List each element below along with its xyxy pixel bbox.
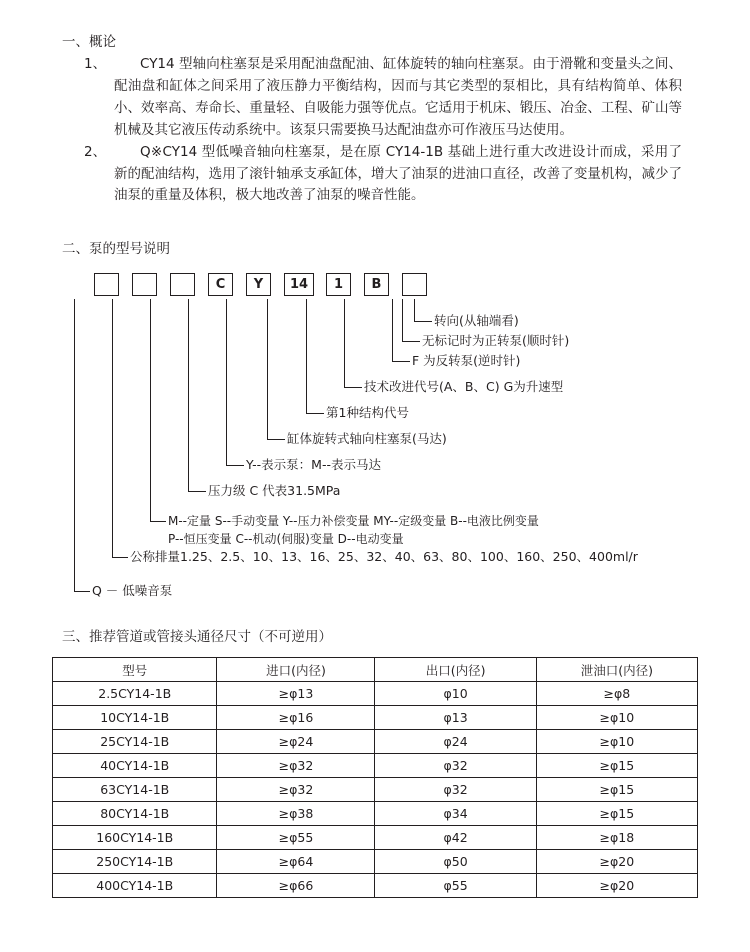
label-variable-line-2: P--恒压变量 C--机动(伺服)变量 D--电动变量 <box>168 532 404 547</box>
cell-outlet: φ42 <box>375 826 536 850</box>
list-item-index: 2、 <box>84 143 107 160</box>
leader-line <box>226 465 244 466</box>
cell-inlet: ≥φ32 <box>217 778 375 802</box>
list-item-index: 1、 <box>84 56 107 73</box>
table-row <box>53 850 698 874</box>
table-row <box>53 778 698 802</box>
list-item-text: CY14 型轴向柱塞泵是采用配油盘配油、缸体旋转的轴向柱塞泵。由于滑靴和变量头之间、配油盘和缸体之间采用了液压静力平衡结构，因而与其它类型的泵相比，具有结构简单、体积小、效率高、寿命长、重量轻、自吸能力强等优点。它适用于机床、锻压、冶金、工程、矿山等机械及其它液压传动系统中。该泵只需要换马达配油盘亦可作液压马达使用。 <box>114 56 682 138</box>
model-code-boxes <box>94 273 722 299</box>
cell-model: 2.5CY14-1B <box>53 682 217 706</box>
table-row <box>53 706 698 730</box>
cell-outlet: φ32 <box>375 754 536 778</box>
label-tech-revision: 技术改进代号(A、B、C) G为升速型 <box>364 379 564 395</box>
label-displacement: 公称排量1.25、2.5、10、13、16、25、32、40、63、80、100、160、250、400ml/r <box>130 549 638 565</box>
code-box-1 <box>94 273 119 296</box>
column-header-inlet: 进口(内径) <box>217 658 375 682</box>
column-header-model: 型号 <box>53 658 217 682</box>
cell-drain: ≥φ15 <box>536 778 697 802</box>
table-row <box>53 682 698 706</box>
code-box-3 <box>170 273 195 296</box>
cell-outlet: φ55 <box>375 874 536 898</box>
cell-model: 160CY14-1B <box>53 826 217 850</box>
leader-line <box>112 557 128 558</box>
code-box-6: 14 <box>284 273 314 296</box>
label-type-description: 缸体旋转式轴向柱塞泵(马达) <box>287 431 447 447</box>
label-variable-line-1: M--定量 S--手动变量 Y--压力补偿变量 MY--定级变量 B--电液比例变量 <box>168 514 539 529</box>
leader-line <box>267 299 268 439</box>
cell-outlet: φ34 <box>375 802 536 826</box>
label-structure-code: 第1种结构代号 <box>326 405 409 421</box>
table-row <box>53 730 698 754</box>
leader-line <box>267 439 285 440</box>
leader-line <box>414 321 432 322</box>
cell-model: 10CY14-1B <box>53 706 217 730</box>
cell-inlet: ≥φ24 <box>217 730 375 754</box>
leader-line <box>188 491 206 492</box>
cell-inlet: ≥φ32 <box>217 754 375 778</box>
table-row <box>53 874 698 898</box>
leader-line <box>402 341 420 342</box>
label-rotation-reverse: F 为反转泵(逆时针) <box>412 353 521 369</box>
leader-line <box>226 299 227 465</box>
code-box-9 <box>402 273 427 296</box>
label-rotation-default: 无标记时为正转泵(顺时针) <box>422 333 570 349</box>
leader-line <box>188 299 189 491</box>
section-pipe-sizes <box>62 627 702 647</box>
leader-line <box>74 591 90 592</box>
list-item-text: Q※CY14 型低噪音轴向柱塞泵，是在原 CY14-1B 基础上进行重大改进设计而成，采用了新的配油结构，选用了滚针轴承支承缸体，增大了油泵的进油口直径，改善了变量机构，减少了油泵的重量及体积，极大地改善了油泵的噪音性能。 <box>114 143 682 204</box>
code-box-8: B <box>364 273 389 296</box>
pipe-size-table <box>52 657 698 898</box>
list-item <box>62 54 682 141</box>
leader-line <box>150 521 166 522</box>
leader-line <box>414 299 415 321</box>
leader-line <box>306 299 307 413</box>
code-box-5: Y <box>246 273 271 296</box>
table-row <box>53 826 698 850</box>
cell-model: 250CY14-1B <box>53 850 217 874</box>
column-header-outlet: 出口(内径) <box>375 658 536 682</box>
cell-drain: ≥φ18 <box>536 826 697 850</box>
cell-inlet: ≥φ16 <box>217 706 375 730</box>
cell-inlet: ≥φ55 <box>217 826 375 850</box>
model-code-diagram <box>62 299 722 599</box>
cell-drain: ≥φ15 <box>536 754 697 778</box>
cell-outlet: φ50 <box>375 850 536 874</box>
table-row <box>53 754 698 778</box>
example-block <box>62 525 702 529</box>
section-model-code <box>62 239 722 599</box>
cell-inlet: ≥φ66 <box>217 874 375 898</box>
cell-inlet: ≥φ13 <box>217 682 375 706</box>
cell-outlet: φ24 <box>375 730 536 754</box>
list-item <box>62 142 682 208</box>
cell-outlet: φ32 <box>375 778 536 802</box>
cell-drain: ≥φ15 <box>536 802 697 826</box>
leader-line <box>150 299 151 521</box>
cell-model: 80CY14-1B <box>53 802 217 826</box>
cell-drain: ≥φ10 <box>536 706 697 730</box>
leader-line <box>392 299 393 361</box>
section-three-heading: 三、推荐管道或管接头通径尺寸（不可逆用） <box>62 629 332 645</box>
section-one-heading: 一、概论 <box>62 34 116 50</box>
leader-line <box>112 299 113 557</box>
cell-drain: ≥φ8 <box>536 682 697 706</box>
cell-outlet: φ13 <box>375 706 536 730</box>
leader-line <box>344 299 345 387</box>
table-header-row <box>53 658 698 682</box>
code-box-4: C <box>208 273 233 296</box>
cell-drain: ≥φ10 <box>536 730 697 754</box>
label-pump-or-motor: Y--表示泵：M--表示马达 <box>246 457 381 473</box>
label-rotation-title: 转向(从轴端看) <box>434 313 519 329</box>
code-box-7: 1 <box>326 273 351 296</box>
cell-drain: ≥φ20 <box>536 850 697 874</box>
column-header-drain: 泄油口(内径) <box>536 658 697 682</box>
cell-inlet: ≥φ38 <box>217 802 375 826</box>
label-pressure-grade: 压力级 C 代表31.5MPa <box>208 483 341 499</box>
cell-drain: ≥φ20 <box>536 874 697 898</box>
cell-model: 25CY14-1B <box>53 730 217 754</box>
code-box-2 <box>132 273 157 296</box>
leader-line <box>74 299 75 591</box>
cell-model: 400CY14-1B <box>53 874 217 898</box>
leader-line <box>402 299 403 341</box>
section-overview <box>62 32 682 207</box>
table-row <box>53 802 698 826</box>
section-two-heading: 二、泵的型号说明 <box>62 241 170 257</box>
label-low-noise: Q － 低噪音泵 <box>92 583 173 599</box>
cell-outlet: φ10 <box>375 682 536 706</box>
leader-line <box>392 361 410 362</box>
leader-line <box>306 413 324 414</box>
leader-line <box>344 387 362 388</box>
cell-inlet: ≥φ64 <box>217 850 375 874</box>
cell-model: 63CY14-1B <box>53 778 217 802</box>
cell-model: 40CY14-1B <box>53 754 217 778</box>
